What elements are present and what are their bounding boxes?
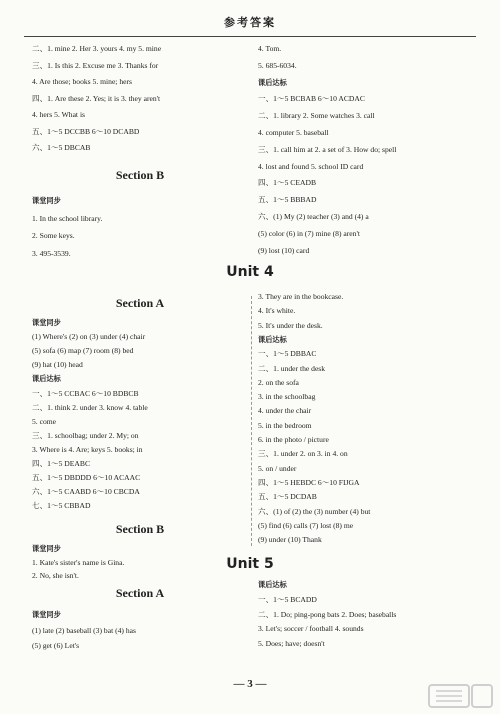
answer-line: 一、1～5 BCBAB 6～10 ACDAC xyxy=(258,94,365,104)
section-b-title: Section B xyxy=(115,522,165,536)
answer-line: (1) late (2) baseball (3) bat (4) has xyxy=(32,625,136,635)
answer-line: 四、1. Are these 2. Yes; it is 3. they aren't xyxy=(32,93,161,103)
answer-line: (5) color (6) in (7) mine (8) aren't xyxy=(258,228,360,238)
answer-line: 3. Let's; soccer / football 4. sounds xyxy=(258,624,364,634)
answer-line: 一、1～5 DBBAC xyxy=(258,349,317,359)
section-subheading: 课堂同步 xyxy=(32,610,61,619)
answer-line: 4. hers 5. What is xyxy=(32,110,86,119)
page-header xyxy=(24,10,476,37)
unit-4-title: Unit 4 xyxy=(226,264,274,280)
answer-line: 四、1～5 DEABC xyxy=(32,459,91,468)
answer-line: 5. in the bedroom xyxy=(258,420,312,430)
answer-line: 六、(1) of (2) the (3) number (4) but xyxy=(258,506,371,516)
section-a-title: Section A xyxy=(115,296,165,310)
answer-line: 二、1. mine 2. Her 3. yours 4. my 5. mine xyxy=(32,44,162,53)
answer-line: 二、1. library 2. Some watches 3. call xyxy=(258,111,375,121)
answer-line: 四、1～5 CEADB xyxy=(258,178,317,188)
answer-line: (1) Where's (2) on (3) under (4) chair xyxy=(32,332,146,342)
answer-line: (5) sofa (6) map (7) room (8) bed xyxy=(32,346,134,356)
answer-line: 4. computer 5. baseball xyxy=(258,128,329,137)
answer-line: 2. on the sofa xyxy=(258,377,299,387)
answer-line: 5. Does; have; doesn't xyxy=(258,639,325,649)
answer-line: 三、1. schoolbag; under 2. My; on xyxy=(32,430,139,440)
answer-line: 五、1～5 DCDAB xyxy=(258,492,317,502)
answer-line: 2. Some keys. xyxy=(32,231,75,240)
answer-line: 二、1. think 2. under 3. know 4. table xyxy=(32,402,148,412)
section-subheading: 课堂同步 xyxy=(32,544,61,553)
answer-line: 6. in the photo / picture xyxy=(258,435,329,444)
answer-line: 5. It's under the desk. xyxy=(258,320,323,330)
answer-line: 5. come xyxy=(32,416,57,426)
answer-line: 三、1. call him at 2. a set of 3. How do; spell xyxy=(258,144,397,154)
section-subheading: 课后达标 xyxy=(32,374,61,384)
answer-line: 5. 685-6034. xyxy=(258,60,297,70)
answer-line: 4. under the chair xyxy=(258,406,312,416)
answer-line: 1. Kate's sister's name is Gina. xyxy=(32,557,125,567)
page-number: — 3 — xyxy=(233,678,267,690)
answer-line: 五、1～5 DBDDD 6～10 ACAAC xyxy=(32,473,141,483)
answer-line: 4. It's white. xyxy=(258,306,296,316)
answer-line: 一、1～5 BCADD xyxy=(258,594,317,604)
answer-line: 三、1. under 2. on 3. in 4. on xyxy=(258,449,348,459)
answer-line: 3. in the schoolbag xyxy=(258,392,316,402)
answer-line: 五、1～5 BBBAD xyxy=(258,195,317,205)
section-subheading: 课堂同步 xyxy=(32,318,61,327)
answer-line: 5. on / under xyxy=(258,463,297,473)
answer-line: 3. 495-3539. xyxy=(32,248,71,258)
section-b-title: Section B xyxy=(115,168,165,182)
answer-line: (9) lost (10) card xyxy=(258,245,310,255)
section-a-title: Section A xyxy=(115,586,165,600)
section-subheading: 课后达标 xyxy=(258,334,287,344)
answer-line: (9) hat (10) head xyxy=(32,360,83,370)
answer-line: (5) find (6) calls (7) lost (8) me xyxy=(258,520,354,530)
answer-line: 4. Are those; books 5. mine; hers xyxy=(32,77,132,86)
answer-line: 七、1～5 CBBAD xyxy=(32,501,91,511)
unit-5-title: Unit 5 xyxy=(226,556,274,572)
header-title: 参考答案 xyxy=(224,16,276,29)
answer-line: 一、1～5 CCBAC 6～10 BDBCB xyxy=(32,388,139,398)
answer-line: 4. lost and found 5. school ID card xyxy=(258,161,364,171)
answer-line: (9) under (10) Thank xyxy=(258,535,322,545)
answer-line: 1. In the school library. xyxy=(32,213,103,223)
answer-line: 三、1. Is this 2. Excuse me 3. Thanks for xyxy=(32,60,159,70)
answer-line: 二、1. Do; ping-pong bats 2. Does; baseballs xyxy=(258,609,397,619)
section-subheading: 课后达标 xyxy=(258,77,287,87)
answer-line: 六、1～5 DBCAB xyxy=(32,143,91,152)
answer-line: (5) get (6) Let's xyxy=(32,641,80,650)
watermark-logo-icon xyxy=(428,682,494,710)
answer-line: 3. Where is 4. Are; keys 5. books; in xyxy=(32,444,143,454)
answer-line: 五、1～5 DCCBB 6～10 DCABD xyxy=(32,126,140,136)
answer-line: 四、1～5 HEBDC 6～10 FIJGA xyxy=(258,477,360,487)
section-subheading: 课堂同步 xyxy=(32,196,61,205)
answer-line: 二、1. under the desk xyxy=(258,363,326,373)
column-divider xyxy=(251,296,252,546)
answer-line: 3. They are in the bookcase. xyxy=(258,292,344,301)
answer-line: 4. Tom. xyxy=(258,44,282,53)
section-subheading: 课后达标 xyxy=(258,580,287,589)
answer-line: 2. No, she isn't. xyxy=(32,571,79,580)
answer-line: 六、1～5 CAABD 6～10 CBCDA xyxy=(32,487,140,497)
answer-line: 六、(1) My (2) teacher (3) and (4) a xyxy=(258,212,369,221)
